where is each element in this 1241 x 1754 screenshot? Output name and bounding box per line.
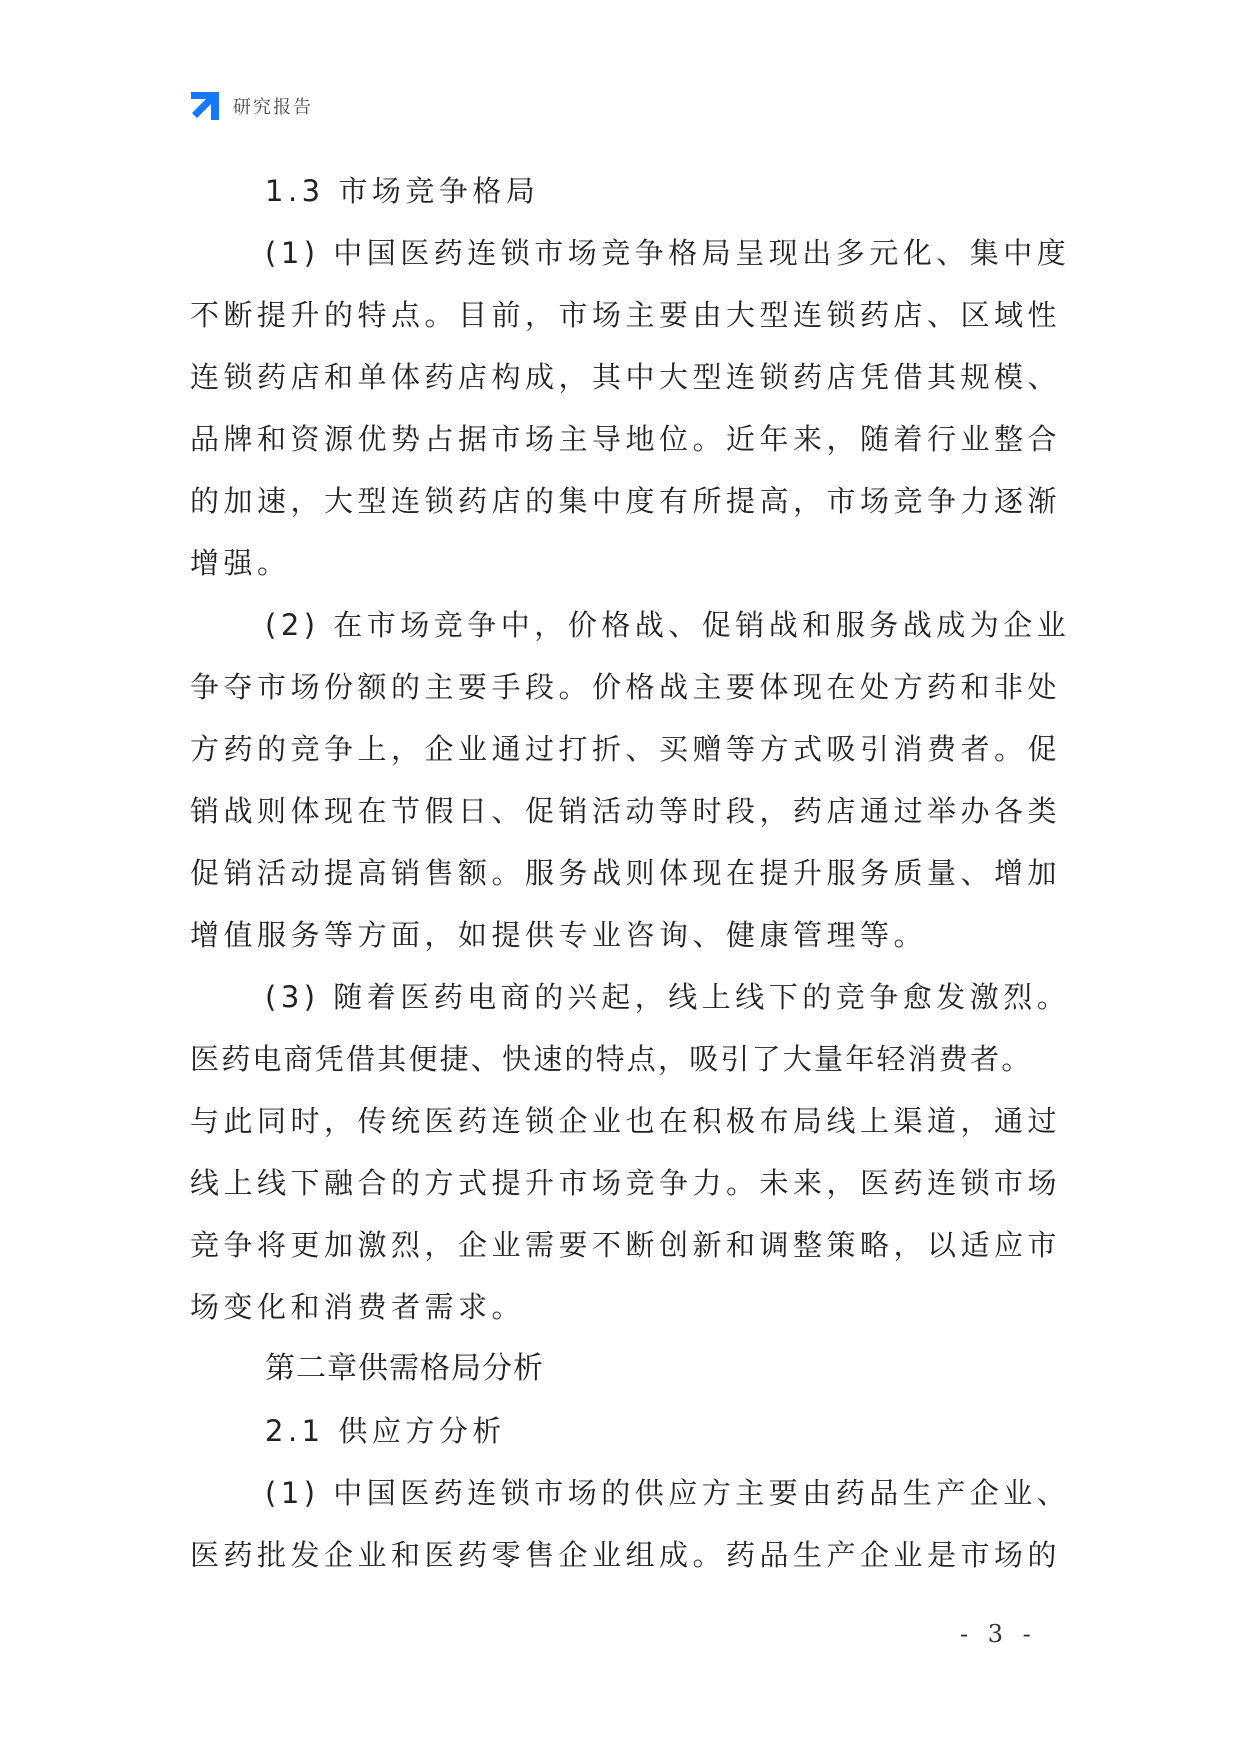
paragraph-line: 医药批发企业和医药零售企业组成。药品生产企业是市场的 <box>190 1538 1062 1572</box>
page-number: - 3 - <box>960 1620 1037 1648</box>
paragraph-line: (3) 随着医药电商的兴起，线上线下的竞争愈发激烈。 <box>265 980 1071 1014</box>
paragraph-line: 医药电商凭借其便捷、快速的特点，吸引了大量年轻消费者。 <box>190 1042 1033 1076</box>
page-header <box>189 88 313 124</box>
paragraph-3 <box>190 966 1071 1338</box>
paragraph-line: 竞争将更加激烈，企业需要不断创新和调整策略，以适应市 <box>190 1228 1062 1262</box>
paragraph-line: (1) 中国医药连锁市场竞争格局呈现出多元化、集中度 <box>265 236 1071 270</box>
section-heading-1-3: 1.3 市场竞争格局 <box>265 174 540 208</box>
arrow-logo-icon <box>189 90 221 122</box>
paragraph-line: 增强。 <box>190 546 291 580</box>
paragraph-line: 争夺市场份额的主要手段。价格战主要体现在处方药和非处 <box>190 670 1062 704</box>
paragraph-line: (2) 在市场竞争中，价格战、促销战和服务战成为企业 <box>265 608 1071 642</box>
paragraph-line: 线上线下融合的方式提升市场竞争力。未来，医药连锁市场 <box>190 1166 1062 1200</box>
paragraph-4 <box>190 1462 1071 1586</box>
paragraph-line: 不断提升的特点。目前，市场主要由大型连锁药店、区域性 <box>190 298 1062 332</box>
paragraph-line: 的加速，大型连锁药店的集中度有所提高，市场竞争力逐渐 <box>190 484 1062 518</box>
paragraph-2 <box>190 594 1071 966</box>
section-heading-2-1: 2.1 供应方分析 <box>265 1414 506 1448</box>
paragraph-line: 方药的竞争上，企业通过打折、买赠等方式吸引消费者。促 <box>190 732 1062 766</box>
paragraph-1 <box>190 222 1071 594</box>
paragraph-line: 促销活动提高销售额。服务战则体现在提升服务质量、增加 <box>190 856 1062 890</box>
paragraph-line: 连锁药店和单体药店构成，其中大型连锁药店凭借其规模、 <box>190 360 1062 394</box>
header-title: 研究报告 <box>233 97 313 118</box>
paragraph-line: 与此同时，传统医药连锁企业也在积极布局线上渠道，通过 <box>190 1104 1062 1138</box>
paragraph-line: 销战则体现在节假日、促销活动等时段，药店通过举办各类 <box>190 794 1062 828</box>
paragraph-line: (1) 中国医药连锁市场的供应方主要由药品生产企业、 <box>265 1476 1071 1510</box>
paragraph-line: 品牌和资源优势占据市场主导地位。近年来，随着行业整合 <box>190 422 1062 456</box>
chapter-heading-2: 第二章供需格局分析 <box>265 1351 544 1386</box>
document-body <box>190 160 1071 1586</box>
paragraph-line: 增值服务等方面，如提供专业咨询、健康管理等。 <box>190 918 928 952</box>
paragraph-line: 场变化和消费者需求。 <box>190 1290 526 1324</box>
